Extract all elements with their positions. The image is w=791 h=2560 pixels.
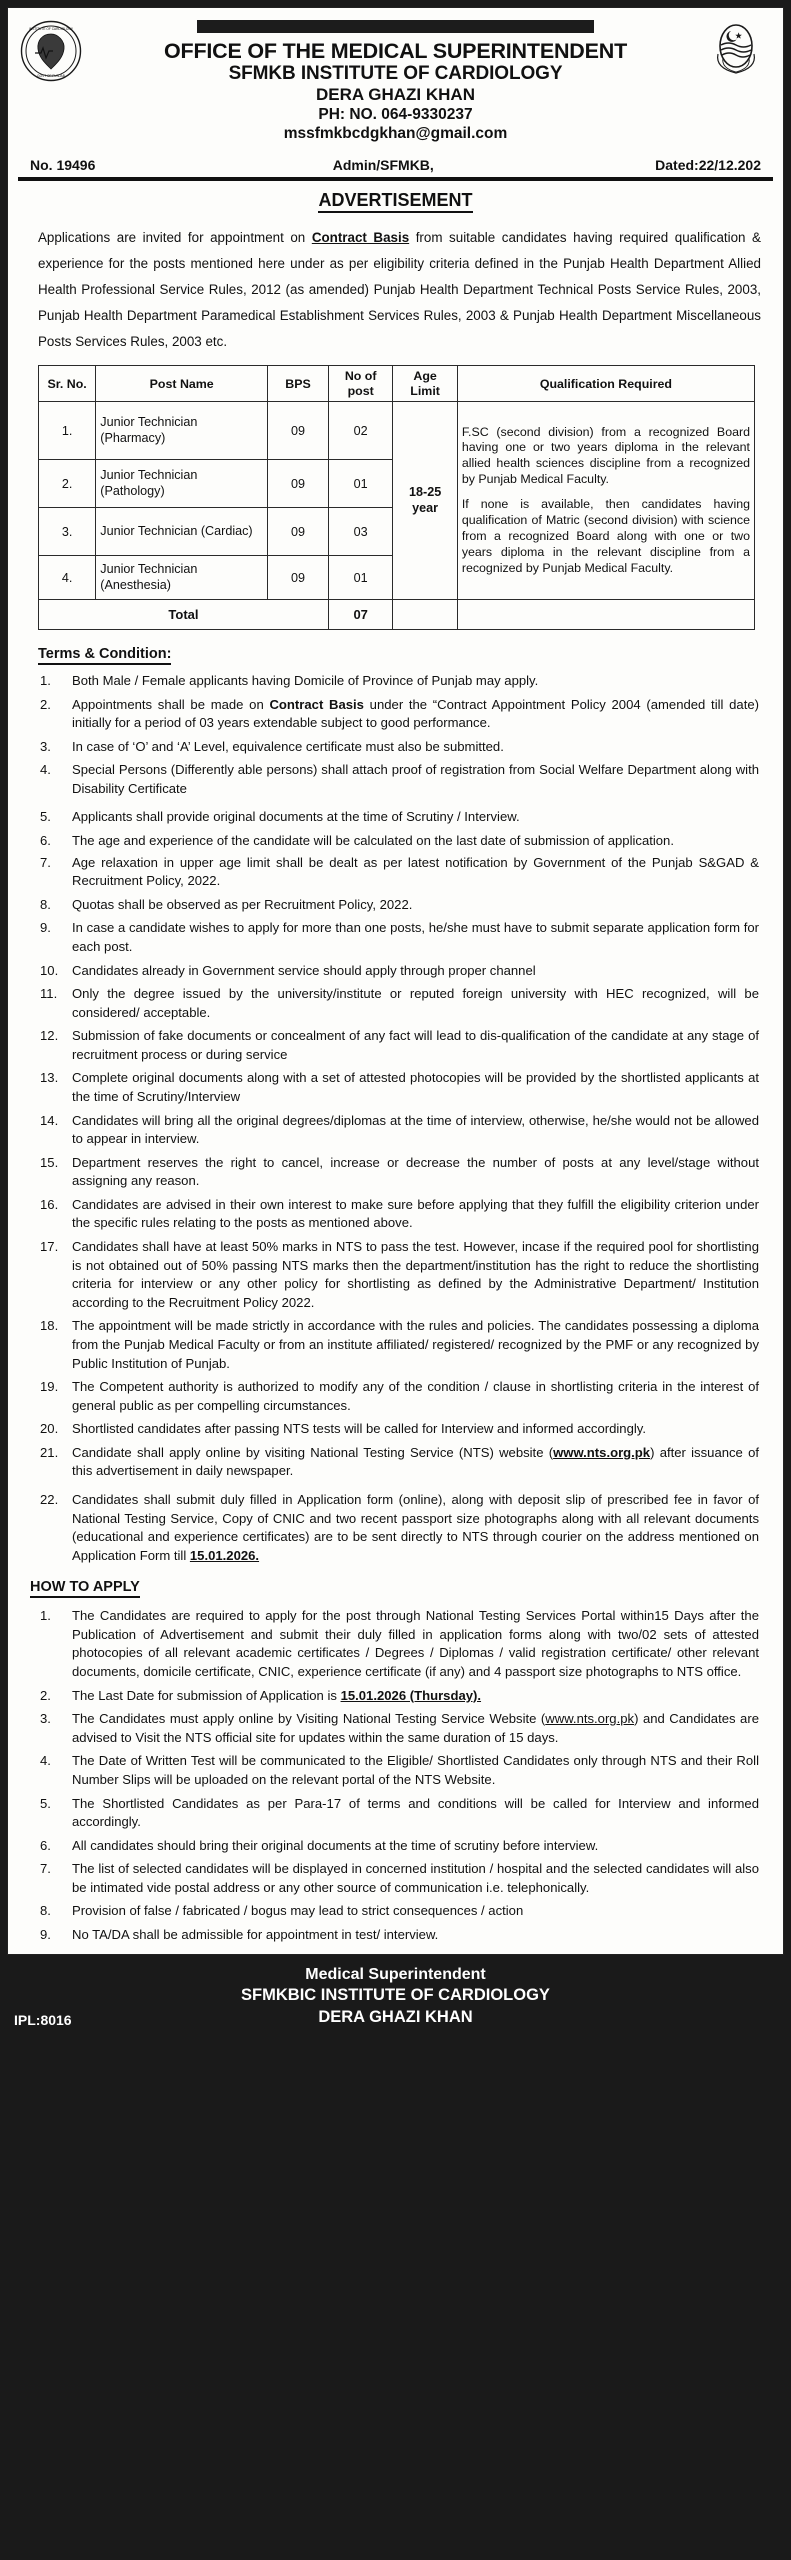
- footer-ipl-code: IPL:8016: [14, 2012, 72, 2029]
- term-text-8: Quotas shall be observed as per Recruitment Policy, 2022.: [72, 896, 413, 912]
- apply-text-1: The Candidates are required to apply for the post through National Testing Services Portal within15 Days after the Publication of Advertisement and submit their duly filled in application forms along with two/02 sets of attested photocopies of all relevant academic certificates / Degrees / Diplomas / valid registration certificate/ other relevant documents, domicile certificate, CNIC, experience certificate (if any) and 4 passport size photographs to NTS office.: [72, 1608, 759, 1680]
- list-item: [38, 1926, 759, 1945]
- cell-sr-no: 3.: [39, 508, 96, 556]
- list-item: [38, 738, 759, 757]
- cell-sr-no: 2.: [39, 460, 96, 508]
- apply-text-3: The Candidates must apply online by Visiting National Testing Service Website (www.nts.org.pk) and Candidates are advised to Visit the NTS official site for updates within the same duration of 15 days.: [72, 1711, 759, 1745]
- list-item: [38, 1317, 759, 1373]
- institute-city: DERA GHAZI KHAN: [316, 85, 475, 105]
- intro-paragraph: [8, 225, 783, 356]
- list-item: [38, 1378, 759, 1415]
- list-item: [38, 1491, 759, 1565]
- posts-table: [38, 365, 755, 630]
- col-header-sr-no: Sr. No.: [39, 366, 96, 402]
- apply-text-2: The Last Date for submission of Application is 15.01.2026 (Thursday).: [72, 1687, 482, 1703]
- header-divider: [18, 177, 773, 181]
- term-text-3: In case of ‘O’ and ‘A’ Level, equivalence certificate must also be submitted.: [72, 738, 504, 754]
- apply-text-6: All candidates should bring their original documents at the time of scrutiny before interview.: [72, 1837, 599, 1853]
- list-item: [38, 1069, 759, 1106]
- term-text-7: Age relaxation in upper age limit shall be dealt as per latest notification by Government of the Punjab S&GAD & Recruitment Policy, 2022.: [72, 854, 759, 889]
- table-total-row: [39, 600, 755, 630]
- term-text-18: The appointment will be made strictly in accordance with the rules and policies. The candidates possessing a diploma from the Punjab Medical Faculty or from an institute affiliated/ registered/ recognized by the PMF or any recognized by Public Institution of Punjab.: [72, 1318, 759, 1371]
- institute-email: mssfmkbcdgkhan@gmail.com: [283, 125, 508, 143]
- apply-text-8: Provision of false / fabricated / bogus may lead to strict consequences / action: [72, 1903, 524, 1919]
- table-header-row: [39, 366, 755, 402]
- qualification-paragraph-2: If none is available, then candidates having qualification of Matric (second division) with science from a recognized Board along with one or two years diploma in the relevant discipline from a recognized by Punjab Medical Faculty.: [461, 497, 750, 575]
- cell-sr-no: 1.: [39, 402, 96, 460]
- term-text-15: Department reserves the right to cancel, increase or decrease the number of posts at any level/stage without assigning any reason.: [72, 1154, 759, 1189]
- list-item: [38, 1902, 759, 1921]
- contract-basis-emphasis: Contract Basis: [311, 229, 410, 245]
- how-to-apply-heading: [8, 1579, 783, 1595]
- term-text-22: Candidates shall submit duly filled in Application form (online), along with deposit slip of prescribed fee in favor of National Testing Service, Copy of CNIC and two recent passport size photographs along with all relevant documents (educational and experience certificates) are to be sent directly to NTS through courier on the address mentioned on Application Form till 15.01.2026.: [72, 1491, 759, 1563]
- cell-total-label: Total: [39, 600, 329, 630]
- how-to-apply-heading-text: HOW TO APPLY: [30, 1579, 140, 1598]
- term-text-12: Submission of fake documents or concealment of any fact will lead to dis-qualification of the candidate at any stage of recruitment process or during service: [72, 1028, 759, 1062]
- term-text-16: Candidates are advised in their own interest to make sure before applying that they fulfill the eligibility criterion under the specific rules relating to the posts as mentioned above.: [72, 1196, 759, 1231]
- qualification-paragraph-1: F.SC (second division) from a recognized Board having one or two years diploma in the relevant allied health sciences discipline from a recognized by Punjab Medical Faculty.: [461, 424, 750, 487]
- footer-designation: Medical Superintendent: [305, 1965, 486, 1983]
- list-item: [38, 1837, 759, 1856]
- list-item: [38, 919, 759, 956]
- col-header-age-limit: Age Limit: [393, 366, 457, 402]
- cell-bps: 09: [268, 402, 329, 460]
- cell-bps: 09: [268, 508, 329, 556]
- list-item: [38, 1860, 759, 1897]
- term-text-13: Complete original documents along with a set of attested photocopies will be provided by the shortlisted applicants at the time of Scrutiny/Interview: [72, 1070, 759, 1104]
- institute-phone: PH: NO. 064-9330237: [318, 105, 473, 123]
- terms-heading-text: Terms & Condition:: [38, 646, 171, 665]
- intro-post-text: from suitable candidates having required qualification & experience for the posts mentioned here under as per eligibility criteria defined in the Punjab Health Department Allied Health Professional Service Rules, 2012 (as amended) Punjab Health Department Technical Posts Service Rules, 2003, Punjab Health Department Paramedical Establishment Services Rules, 2003 & Punjab Health Department Miscellaneous Posts Services Rules, 2003 etc.: [38, 229, 761, 350]
- cell-total-value: 07: [328, 600, 392, 630]
- list-item: [38, 1420, 759, 1439]
- reference-date: Dated:22/12.202: [655, 157, 761, 174]
- apply-text-9: No TA/DA shall be admissible for appointment in test/ interview.: [72, 1926, 439, 1942]
- page-title: [8, 190, 783, 211]
- list-item: [38, 985, 759, 1022]
- header-black-bar: [197, 20, 594, 33]
- list-item: [38, 1687, 759, 1706]
- term-text-5: Applicants shall provide original documents at the time of Scrutiny / Interview.: [72, 809, 520, 825]
- list-item: [38, 808, 759, 827]
- list-item: [38, 696, 759, 733]
- list-item: [38, 1607, 759, 1681]
- term-text-17: Candidates shall have at least 50% marks in NTS to pass the test. However, incase if the required pool for shortlisting is not obtained out of 50% passing NTS marks then the department/institution has the right to reduce the shortlisting criteria for interview or any other policy for shortlisting as defined by the Administrative Department/ Institution according to the Recruitment Policy 2022.: [72, 1239, 759, 1310]
- cell-sr-no: 4.: [39, 556, 96, 600]
- institute-name: SFMKB INSTITUTE OF CARDIOLOGY: [228, 63, 563, 85]
- cell-no-of-post: 02: [328, 402, 392, 460]
- government-of-punjab-emblem-icon: [705, 20, 767, 82]
- how-to-apply-list: [8, 1607, 783, 1944]
- list-item: [38, 832, 759, 851]
- reference-line: [8, 151, 783, 177]
- cell-post-name: Junior Technician (Pathology): [96, 460, 268, 508]
- apply-text-4: The Date of Written Test will be communicated to the Eligible/ Shortlisted Candidates only through NTS and their Roll Number Slips will be uploaded on the relevant portal of the NTS Website.: [72, 1753, 759, 1787]
- list-item: [38, 854, 759, 891]
- cell-no-of-post: 01: [328, 556, 392, 600]
- reference-number: No. 19496: [30, 157, 96, 174]
- document-footer: [0, 1955, 791, 2043]
- cell-no-of-post: 03: [328, 508, 392, 556]
- list-item: [38, 672, 759, 691]
- cell-total-qual-blank: [457, 600, 754, 630]
- term-text-10: Candidates already in Government service should apply through proper channel: [72, 962, 536, 978]
- term-text-14: Candidates will bring all the original degrees/diplomas at the time of interview, otherwise, he/she would not be allowed to appear in interview.: [72, 1112, 759, 1147]
- cell-post-name: Junior Technician (Anesthesia): [96, 556, 268, 600]
- term-text-4: Special Persons (Differently able persons) shall attach proof of registration from Social Welfare Department along with Disability Certificate: [72, 762, 759, 796]
- terms-heading: [8, 646, 783, 662]
- col-header-qualification: Qualification Required: [457, 366, 754, 402]
- list-item: [38, 896, 759, 915]
- cell-post-name: Junior Technician (Pharmacy): [96, 402, 268, 460]
- term-text-1: Both Male / Female applicants having Domicile of Province of Punjab may apply.: [72, 673, 539, 689]
- list-item: [38, 1238, 759, 1312]
- apply-text-7: The list of selected candidates will be displayed in concerned institution / hospital and the selected candidates will also be intimated vide postal address or any other source of communication i.e. telephonically.: [72, 1861, 759, 1895]
- list-item: [38, 1112, 759, 1149]
- col-header-bps: BPS: [268, 366, 329, 402]
- cell-total-age-blank: [393, 600, 457, 630]
- cell-age-limit: 18-25 year: [393, 402, 457, 600]
- list-item: [38, 1444, 759, 1481]
- footer-city: DERA GHAZI KHAN: [318, 2007, 473, 2026]
- list-item: [38, 1196, 759, 1233]
- intro-pre-text: Applications are invited for appointment on: [38, 229, 312, 245]
- list-item: [38, 1752, 759, 1789]
- letterhead: [8, 8, 783, 151]
- term-text-2: Appointments shall be made on Contract Basis under the “Contract Appointment Policy 2004 (amended till date) initially for a period of 03 years extendable subject to good performance.: [72, 696, 759, 731]
- table-row: [39, 402, 755, 460]
- cell-post-name: Junior Technician (Cardiac): [96, 508, 268, 556]
- col-header-no-of-post: No of post: [328, 366, 392, 402]
- footer-institute: SFMKBIC INSTITUTE OF CARDIOLOGY: [241, 1986, 550, 2005]
- apply-text-5: The Shortlisted Candidates as per Para-17 of terms and conditions will be called for Interview and informed accordingly.: [72, 1795, 759, 1830]
- col-header-post-name: Post Name: [96, 366, 268, 402]
- list-item: [38, 1027, 759, 1064]
- reference-admin: Admin/SFMKB,: [332, 157, 434, 174]
- list-item: [38, 761, 759, 798]
- term-text-19: The Competent authority is authorized to modify any of the condition / clause in shortlisting criteria in the interest of general public as per compelling circumstances.: [72, 1379, 759, 1413]
- term-text-9: In case a candidate wishes to apply for more than one posts, he/she must have to submit separate application form for each post.: [72, 920, 759, 954]
- cell-qualification: [457, 402, 754, 600]
- list-item: [38, 962, 759, 981]
- list-item: [38, 1710, 759, 1747]
- office-title: OFFICE OF THE MEDICAL SUPERINTENDENT: [163, 39, 628, 63]
- svg-text:GOVT OF PUNJAB: GOVT OF PUNJAB: [37, 74, 65, 78]
- page-title-text: ADVERTISEMENT: [318, 190, 472, 213]
- term-text-11: Only the degree issued by the university/institute or reputed foreign university with HEC recognized, will be considered/ acceptable.: [72, 986, 759, 1020]
- term-text-21: Candidate shall apply online by visiting National Testing Service (NTS) website (www.nts.org.pk) after issuance of this advertisement in daily newspaper.: [72, 1444, 760, 1479]
- svg-text:INSTITUTE OF CARDIOLOGY: INSTITUTE OF CARDIOLOGY: [29, 27, 73, 31]
- term-text-20: Shortlisted candidates after passing NTS tests will be called for Interview and informed accordingly.: [72, 1421, 646, 1437]
- posts-table-wrap: [8, 365, 783, 630]
- sfmkb-institute-of-cardiology-seal-icon: [20, 20, 82, 82]
- cell-bps: 09: [268, 556, 329, 600]
- document-sheet: [7, 7, 784, 1955]
- bottom-spacer: [8, 1950, 783, 1954]
- cell-no-of-post: 01: [328, 460, 392, 508]
- list-item: [38, 1795, 759, 1832]
- term-text-6: The age and experience of the candidate will be calculated on the last date of submission of application.: [72, 833, 674, 849]
- terms-list: [8, 672, 783, 1565]
- cell-bps: 09: [268, 460, 329, 508]
- list-item: [38, 1154, 759, 1191]
